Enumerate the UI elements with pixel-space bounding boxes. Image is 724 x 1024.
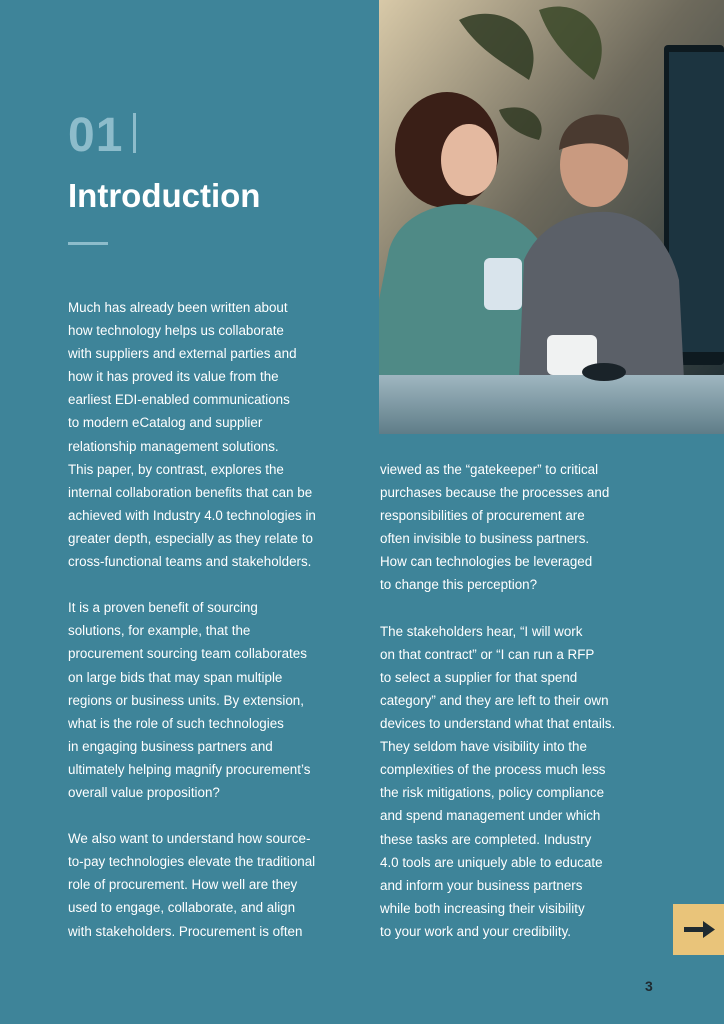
- body-text-line: solutions, for example, that the: [68, 623, 251, 639]
- body-text-line: to change this perception?: [380, 577, 538, 593]
- body-text-line: responsibilities of procurement are: [380, 508, 585, 524]
- body-text-line: overall value proposition?: [68, 784, 220, 800]
- body-text-line: the risk mitigations, policy compliance: [380, 785, 605, 801]
- body-text-line: with suppliers and external parties and: [68, 346, 297, 362]
- paragraph-gap: [68, 804, 368, 827]
- body-text-line: achieved with Industry 4.0 technologies in: [68, 507, 316, 523]
- body-text-line: and spend management under which: [380, 808, 601, 824]
- body-text-line: what is the role of such technologies: [68, 715, 284, 731]
- paragraph-gap: [68, 573, 368, 596]
- paragraph-gap: [380, 597, 680, 620]
- next-page-button[interactable]: [673, 904, 724, 955]
- body-text-line: on that contract” or “I can run a RFP: [380, 646, 595, 662]
- body-text-line: how technology helps us collaborate: [68, 323, 284, 339]
- body-text-line: how it has proved its value from the: [68, 369, 279, 385]
- body-text-line: cross-functional teams and stakeholders.: [68, 554, 312, 570]
- body-text-line: This paper, by contrast, explores the: [68, 461, 284, 477]
- body-text-line: The stakeholders hear, “I will work: [380, 623, 583, 639]
- body-text-line: often invisible to business partners.: [380, 531, 590, 547]
- body-column-left: [68, 296, 368, 943]
- body-text-line: and inform your business partners: [380, 877, 583, 893]
- body-text-line: while both increasing their visibility: [380, 900, 585, 916]
- body-text-line: regions or business units. By extension,: [68, 692, 304, 708]
- body-text-line: to-pay technologies elevate the traditional: [68, 854, 316, 870]
- body-text-line: purchases because the processes and: [380, 485, 610, 501]
- body-text-line: role of procurement. How well are they: [68, 877, 298, 893]
- body-text-line: We also want to understand how source-: [68, 831, 311, 847]
- body-text-line: to modern eCatalog and supplier: [68, 415, 263, 431]
- page-title: Introduction: [68, 177, 261, 214]
- body-text-line: How can technologies be leveraged: [380, 554, 593, 570]
- body-text-line: greater depth, especially as they relate to: [68, 530, 313, 546]
- body-text-line: in engaging business partners and: [68, 738, 273, 754]
- body-text-line: used to engage, collaborate, and align: [68, 900, 296, 916]
- body-text-line: earliest EDI-enabled communications: [68, 392, 290, 408]
- body-text-line: procurement sourcing team collaborates: [68, 646, 307, 662]
- body-text-line: Much has already been written about: [68, 300, 288, 315]
- title-divider: [68, 242, 108, 245]
- hero-photo: [379, 0, 724, 434]
- body-column-right: [380, 458, 680, 943]
- body-text-line: It is a proven benefit of sourcing: [68, 600, 258, 616]
- body-text-line: 4.0 tools are uniquely able to educate: [380, 854, 603, 870]
- page-number: 3: [645, 978, 653, 994]
- body-text-line: viewed as the “gatekeeper” to critical: [380, 462, 599, 477]
- body-text-line: relationship management solutions.: [68, 438, 279, 454]
- section-number: 01: [68, 108, 136, 164]
- body-text-line: category” and they are left to their own: [380, 692, 609, 708]
- body-text-line: on large bids that may span multiple: [68, 669, 283, 685]
- body-text-line: devices to understand what that entails.: [380, 716, 616, 732]
- body-text-line: to your work and your credibility.: [380, 923, 572, 939]
- body-text-line: complexities of the process much less: [380, 762, 606, 778]
- body-text-line: internal collaboration benefits that can be: [68, 484, 313, 500]
- body-text-line: ultimately helping magnify procurement’s: [68, 761, 311, 777]
- body-text-line: to select a supplier for that spend: [380, 669, 578, 685]
- arrow-right-icon: [673, 904, 724, 955]
- body-text-line: with stakeholders. Procurement is often: [68, 923, 303, 939]
- body-text-line: They seldom have visibility into the: [380, 739, 587, 755]
- body-text-line: these tasks are completed. Industry: [380, 831, 592, 847]
